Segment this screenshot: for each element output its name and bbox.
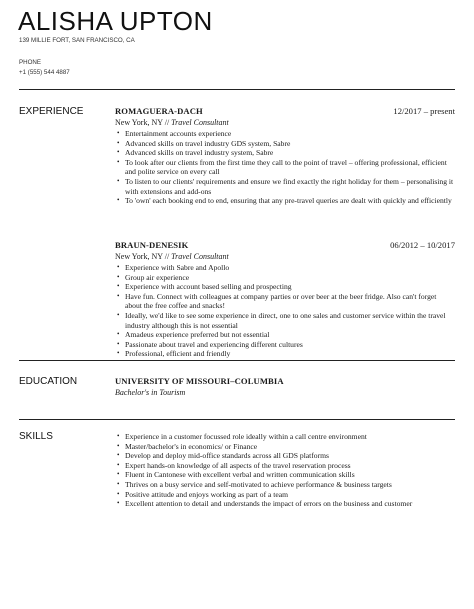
job-title: Travel Consultant [171, 118, 229, 127]
list-item: • Have fun. Connect with colleagues at company parties or over beer at the beer fridge. Also can't forget about the free coffee and snacks! [115, 292, 455, 311]
list-item: • Thrives on a busy service and self-motivated to achieve performance & business targets [115, 480, 455, 490]
job-location: New York, NY [115, 252, 163, 261]
job-bullets [115, 263, 455, 359]
list-item: • Fluent in Cantonese with excellent verbal and written communication skills [115, 470, 455, 480]
section-label-experience: EXPERIENCE [19, 106, 84, 117]
list-item: • Positive attitude and enjoys working as part of a team [115, 490, 455, 500]
address: 139 MILLIE FORT, SAN FRANCISCO, CA [19, 37, 135, 44]
list-item: • Professional, efficient and friendly [115, 349, 455, 359]
divider [19, 360, 455, 361]
divider [19, 89, 455, 90]
list-item: • To look after our clients from the first time they call to the point of travel – offering professional, efficient and polite service on every call [115, 158, 455, 177]
list-item: • Excellent attention to detail and understands the impact of errors on the business and customer [115, 499, 455, 509]
company-name: BRAUN-DENESIK [115, 240, 189, 250]
job-location-title: New York, NY // Travel Consultant [115, 252, 229, 261]
company-name: ROMAGUERA-DACH [115, 106, 203, 116]
phone-number: +1 (555) 544 4887 [19, 69, 70, 76]
degree: Bachelor's in Tourism [115, 388, 186, 397]
section-label-education: EDUCATION [19, 376, 78, 387]
list-item: • Amadeus experience preferred but not essential [115, 330, 455, 340]
job-dates: 12/2017 – present [393, 106, 455, 116]
list-item: • To 'own' each booking end to end, ensuring that any pre-travel queries are dealt with quickly and efficiently [115, 196, 455, 206]
job-location: New York, NY [115, 118, 163, 127]
job-title: Travel Consultant [171, 252, 229, 261]
list-item: • Experience in a customer focussed role ideally within a call centre environment [115, 432, 455, 442]
job-bullets [115, 129, 455, 206]
phone-label: PHONE [19, 59, 42, 66]
school-name: UNIVERSITY OF MISSOURI–COLUMBIA [115, 376, 284, 386]
list-item: • Advanced skills on travel industry GDS system, Sabre [115, 139, 455, 149]
list-item: • Group air experience [115, 273, 455, 283]
list-item: • Expert hands-on knowledge of all aspects of the travel reservation process [115, 461, 455, 471]
list-item: • Experience with account based selling and prospecting [115, 282, 455, 292]
list-item: • Develop and deploy mid-office standards across all GDS platforms [115, 451, 455, 461]
section-label-skills: SKILLS [19, 431, 53, 442]
education-entry [115, 376, 455, 397]
skills-entry [115, 430, 455, 509]
skills-list [115, 432, 455, 509]
divider [19, 419, 455, 420]
list-item: • Experience with Sabre and Apollo [115, 263, 455, 273]
job-entry [115, 106, 455, 206]
candidate-name: ALISHA UPTON [18, 6, 213, 36]
list-item: • Entertainment accounts experience [115, 129, 455, 139]
list-item: • Advanced skills on travel industry system, Sabre [115, 148, 455, 158]
list-item: • Ideally, we'd like to see some experience in direct, one to one sales and customer service within the travel industry although this is not essential [115, 311, 455, 330]
list-item: • Master/bachelor's in economics/ or Finance [115, 442, 455, 452]
job-entry [115, 240, 455, 359]
job-location-title: New York, NY // Travel Consultant [115, 118, 229, 127]
list-item: • Passionate about travel and experiencing different cultures [115, 340, 455, 350]
list-item: • To listen to our clients' requirements and ensure we find exactly the right holiday for them – personalising it with extensions and add-ons [115, 177, 455, 196]
job-dates: 06/2012 – 10/2017 [390, 240, 455, 250]
